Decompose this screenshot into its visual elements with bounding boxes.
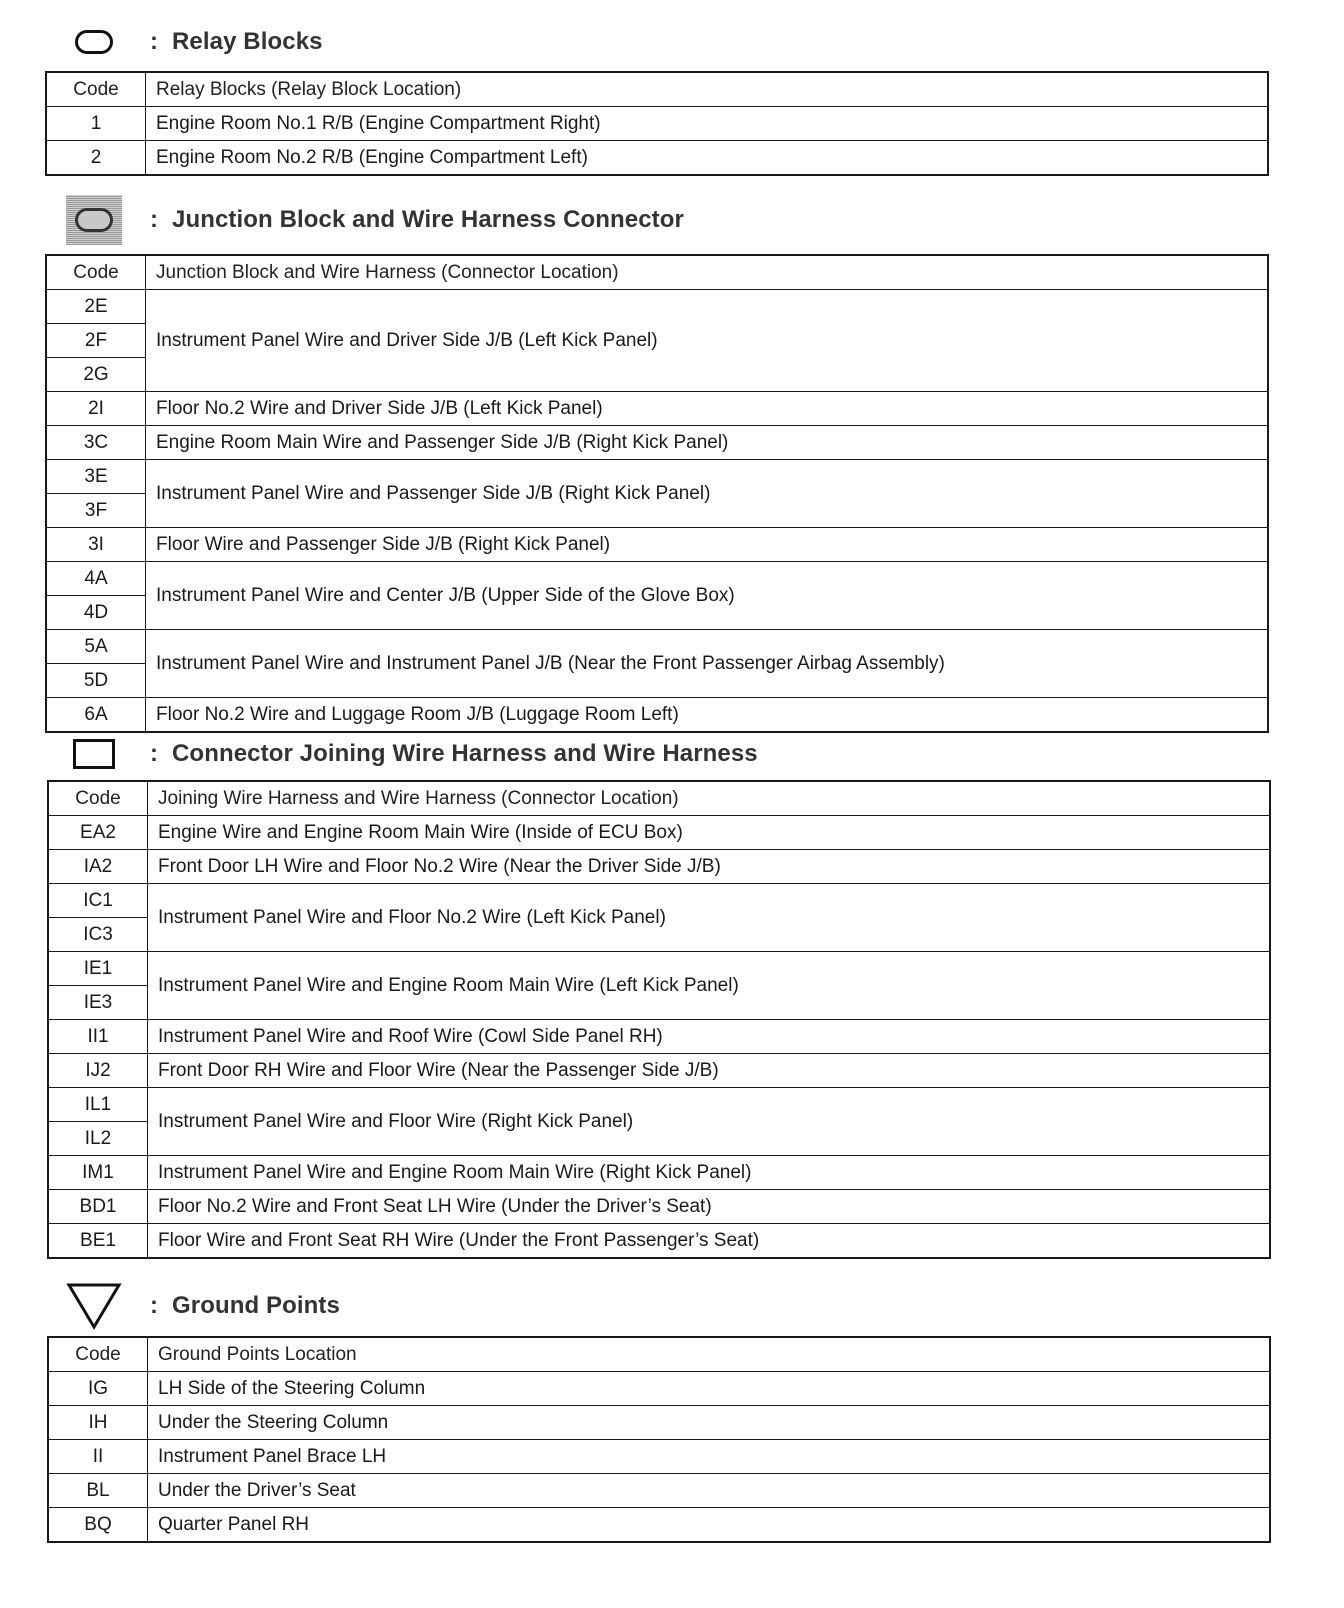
- junction-block-table: [45, 254, 1269, 733]
- row-code: IH: [48, 1406, 148, 1440]
- row-code: 1: [46, 107, 146, 141]
- table-row: [48, 1372, 1270, 1406]
- row-code: 5D: [46, 664, 146, 698]
- table-row: [48, 1474, 1270, 1508]
- connector-heading: [66, 732, 758, 776]
- ground-points-colon: :: [150, 1292, 158, 1319]
- ground-triangle-icon: [66, 1284, 122, 1328]
- table-row: [48, 816, 1270, 850]
- row-description: Floor Wire and Front Seat RH Wire (Under the Front Passenger’s Seat): [148, 1224, 1271, 1259]
- row-description: Engine Room No.1 R/B (Engine Compartment Right): [146, 107, 1269, 141]
- table-row: [48, 1406, 1270, 1440]
- row-description: Engine Room No.2 R/B (Engine Compartment Left): [146, 141, 1269, 176]
- table-header-row: [48, 1337, 1270, 1372]
- row-description: Floor Wire and Passenger Side J/B (Right Kick Panel): [146, 528, 1269, 562]
- row-code: IC1: [48, 884, 148, 918]
- row-description: Front Door LH Wire and Floor No.2 Wire (Near the Driver Side J/B): [148, 850, 1271, 884]
- row-code: 2G: [46, 358, 146, 392]
- table-header-row: [46, 255, 1268, 290]
- relay-blocks-title: Relay Blocks: [172, 28, 323, 55]
- row-code: IC3: [48, 918, 148, 952]
- row-code: 3C: [46, 426, 146, 460]
- row-description: Instrument Panel Wire and Instrument Panel J/B (Near the Front Passenger Airbag Assembly): [146, 630, 1269, 698]
- table-row: [48, 850, 1270, 884]
- header-description: Junction Block and Wire Harness (Connector Location): [146, 255, 1269, 290]
- header-description: Ground Points Location: [148, 1337, 1271, 1372]
- table-row: [48, 952, 1270, 986]
- table-row: [46, 528, 1268, 562]
- row-description: Engine Wire and Engine Room Main Wire (Inside of ECU Box): [148, 816, 1271, 850]
- connector-icon: [66, 732, 122, 776]
- row-code: 2I: [46, 392, 146, 426]
- row-description: Under the Steering Column: [148, 1406, 1271, 1440]
- ground-points-heading: [66, 1284, 340, 1328]
- row-description: LH Side of the Steering Column: [148, 1372, 1271, 1406]
- table-row: [46, 290, 1268, 324]
- row-description: Instrument Panel Wire and Roof Wire (Cowl Side Panel RH): [148, 1020, 1271, 1054]
- table-row: [48, 1508, 1270, 1543]
- row-code: IG: [48, 1372, 148, 1406]
- table-row: [46, 698, 1268, 733]
- ground-points-title: Ground Points: [172, 1292, 340, 1319]
- table-row: [46, 426, 1268, 460]
- header-description: Relay Blocks (Relay Block Location): [146, 72, 1269, 107]
- row-code: IE3: [48, 986, 148, 1020]
- junction-block-title: Junction Block and Wire Harness Connector: [172, 206, 684, 233]
- table-row: [46, 141, 1268, 176]
- relay-blocks-colon: :: [150, 28, 158, 55]
- row-description: Instrument Panel Brace LH: [148, 1440, 1271, 1474]
- row-description: Instrument Panel Wire and Passenger Side J/B (Right Kick Panel): [146, 460, 1269, 528]
- table-header-row: [46, 72, 1268, 107]
- header-code: Code: [48, 781, 148, 816]
- row-code: IJ2: [48, 1054, 148, 1088]
- row-code: 5A: [46, 630, 146, 664]
- ground-points-table: [47, 1336, 1271, 1543]
- relay-blocks-heading: [66, 20, 323, 64]
- header-code: Code: [48, 1337, 148, 1372]
- row-description: Instrument Panel Wire and Floor Wire (Right Kick Panel): [148, 1088, 1271, 1156]
- table-row: [46, 107, 1268, 141]
- row-code: BQ: [48, 1508, 148, 1543]
- row-description: Instrument Panel Wire and Floor No.2 Wire (Left Kick Panel): [148, 884, 1271, 952]
- row-description: Quarter Panel RH: [148, 1508, 1271, 1543]
- connector-table: [47, 780, 1271, 1259]
- header-code: Code: [46, 72, 146, 107]
- row-code: 2F: [46, 324, 146, 358]
- row-description: Instrument Panel Wire and Center J/B (Upper Side of the Glove Box): [146, 562, 1269, 630]
- row-code: IL1: [48, 1088, 148, 1122]
- row-code: BL: [48, 1474, 148, 1508]
- row-code: EA2: [48, 816, 148, 850]
- row-code: 2E: [46, 290, 146, 324]
- connector-colon: :: [150, 740, 158, 767]
- junction-block-icon: [66, 198, 122, 242]
- table-row: [48, 1020, 1270, 1054]
- relay-blocks-table: [45, 71, 1269, 176]
- table-row: [48, 1156, 1270, 1190]
- row-code: 4A: [46, 562, 146, 596]
- table-row: [48, 1190, 1270, 1224]
- row-code: IA2: [48, 850, 148, 884]
- header-code: Code: [46, 255, 146, 290]
- table-row: [46, 562, 1268, 596]
- junction-block-colon: :: [150, 206, 158, 233]
- row-code: 3I: [46, 528, 146, 562]
- row-description: Floor No.2 Wire and Front Seat LH Wire (Under the Driver’s Seat): [148, 1190, 1271, 1224]
- table-row: [46, 392, 1268, 426]
- row-code: II: [48, 1440, 148, 1474]
- row-code: BE1: [48, 1224, 148, 1259]
- row-code: IE1: [48, 952, 148, 986]
- table-row: [48, 1224, 1270, 1259]
- connector-title: Connector Joining Wire Harness and Wire Harness: [172, 740, 758, 767]
- table-row: [48, 884, 1270, 918]
- row-description: Floor No.2 Wire and Luggage Room J/B (Luggage Room Left): [146, 698, 1269, 733]
- row-code: IM1: [48, 1156, 148, 1190]
- row-code: 4D: [46, 596, 146, 630]
- row-code: IL2: [48, 1122, 148, 1156]
- row-description: Under the Driver’s Seat: [148, 1474, 1271, 1508]
- row-code: 2: [46, 141, 146, 176]
- row-code: 3E: [46, 460, 146, 494]
- table-row: [48, 1054, 1270, 1088]
- table-header-row: [48, 781, 1270, 816]
- row-description: Floor No.2 Wire and Driver Side J/B (Left Kick Panel): [146, 392, 1269, 426]
- row-description: Instrument Panel Wire and Driver Side J/B (Left Kick Panel): [146, 290, 1269, 392]
- row-code: 3F: [46, 494, 146, 528]
- row-code: BD1: [48, 1190, 148, 1224]
- table-row: [46, 630, 1268, 664]
- table-row: [48, 1088, 1270, 1122]
- row-description: Engine Room Main Wire and Passenger Side J/B (Right Kick Panel): [146, 426, 1269, 460]
- relay-block-icon: [66, 20, 122, 64]
- row-description: Instrument Panel Wire and Engine Room Main Wire (Right Kick Panel): [148, 1156, 1271, 1190]
- row-code: 6A: [46, 698, 146, 733]
- row-description: Front Door RH Wire and Floor Wire (Near the Passenger Side J/B): [148, 1054, 1271, 1088]
- junction-block-heading: [66, 198, 684, 242]
- row-description: Instrument Panel Wire and Engine Room Main Wire (Left Kick Panel): [148, 952, 1271, 1020]
- header-description: Joining Wire Harness and Wire Harness (Connector Location): [148, 781, 1271, 816]
- table-row: [48, 1440, 1270, 1474]
- row-code: II1: [48, 1020, 148, 1054]
- table-row: [46, 460, 1268, 494]
